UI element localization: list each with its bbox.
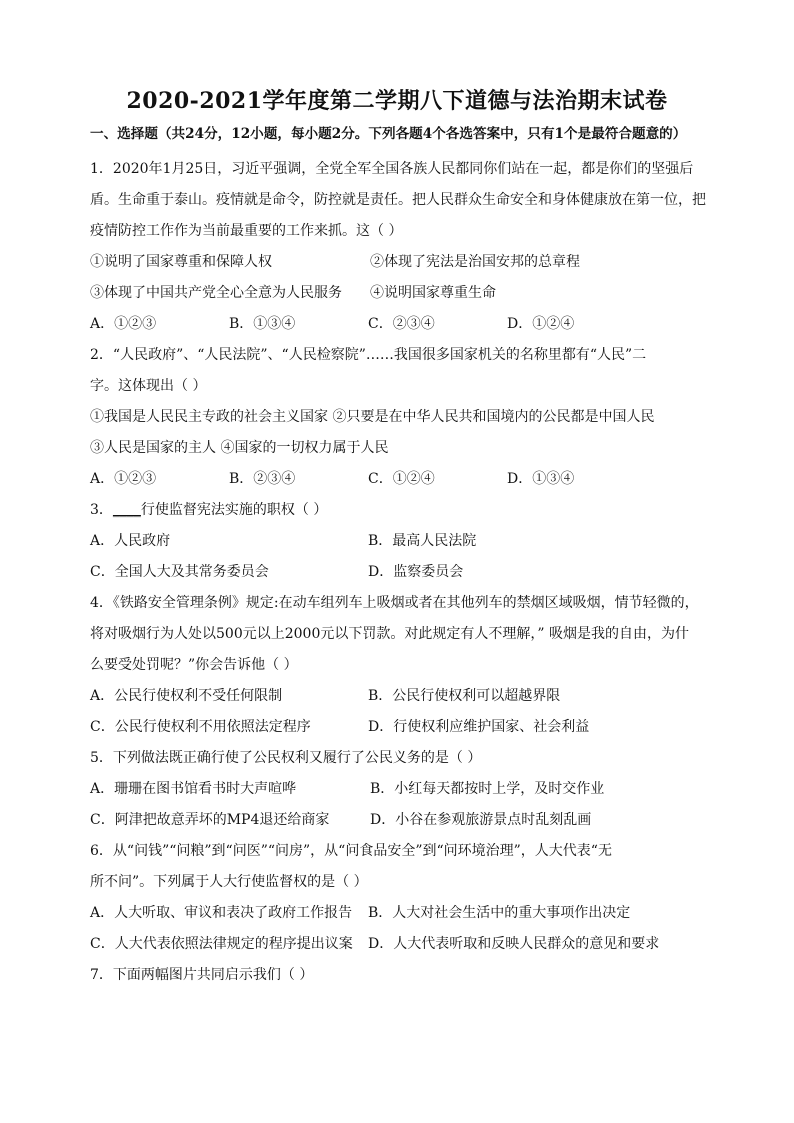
q6-option-d[interactable]: D．人大代表听取和反映人民群众的意见和要求 <box>368 936 660 952</box>
q4-option-row-1 <box>90 685 794 705</box>
q3-option-a[interactable]: A．人民政府 <box>90 533 171 549</box>
q3-option-d[interactable]: D．监察委员会 <box>368 564 464 580</box>
q1-statement-1: ①说明了国家尊重和保障人权 <box>90 254 272 270</box>
q1-statement-2: ②体现了宪法是治国安邦的总章程 <box>370 254 580 270</box>
q2-statement-row-2: ③人民是国家的主人 ④国家的一切权力属于人民 <box>90 440 389 456</box>
q2-stem-line-1: 2．“人民政府”、“人民法院”、“人民检察院”……我国很多国家机关的名称里都有“人民”二 <box>90 347 647 363</box>
q6-option-b[interactable]: B．人大对社会生活中的重大事项作出决定 <box>368 905 631 921</box>
q4-stem-line-1: 4．《铁路安全管理条例》规定:在动车组列车上吸烟或者在其他列车的禁烟区域吸烟，情节轻微的， <box>90 595 699 611</box>
q2-stem-line-2: 字。这体现出（ ） <box>90 378 207 394</box>
q3-stem <box>90 499 794 519</box>
q2-options <box>90 468 790 488</box>
q1-option-a[interactable]: A．①②③ <box>90 316 157 332</box>
q5-option-b[interactable]: B．小红每天都按时上学，及时交作业 <box>370 781 605 797</box>
q2-option-c[interactable]: C．①②④ <box>368 471 435 487</box>
q6-option-c[interactable]: C．人大代表依照法律规定的程序提出议案 <box>90 936 353 952</box>
q4-stem-line-2: 将对吸烟行为人处以500元以上2000元以下罚款。对此规定有人不理解，” 吸烟是我的自由，为什 <box>90 626 689 642</box>
q5-option-row-1 <box>90 778 794 798</box>
q1-options <box>90 313 790 333</box>
q5-option-c[interactable]: C．阿津把故意弄坏的MP4退还给商家 <box>90 812 330 828</box>
q6-option-row-1 <box>90 902 794 922</box>
q3-option-c[interactable]: C．全国人大及其常务委员会 <box>90 564 269 580</box>
q2-statement-row-1: ①我国是人民民主专政的社会主义国家 ②只要是在中华人民共和国境内的公民都是中国人民 <box>90 409 655 425</box>
q1-statement-row-2 <box>90 282 794 302</box>
q1-option-b[interactable]: B．①③④ <box>229 316 296 332</box>
section-heading: 一、选择题（共24分，12小题，每小题2分。下列各题4个各选答案中，只有1个是最符合题意的） <box>90 126 687 142</box>
q4-option-b[interactable]: B．公民行使权利可以超越界限 <box>368 688 561 704</box>
q3-stem-text: 行使监督宪法实施的职权（ ） <box>140 502 328 518</box>
q1-stem-line-2: 盾。生命重于泰山。疫情就是命令，防控就是责任。把人民群众生命安全和身体健康放在第一位，把 <box>90 192 706 208</box>
q3-option-row-1 <box>90 530 794 550</box>
q6-stem-line-2: 所不问”。下列属于人大行使监督权的是（ ） <box>90 874 368 890</box>
q1-stem-line-1: 1．2020年1月25日，习近平强调，全党全军全国各族人民都同你们站在一起，都是你们的坚强后 <box>90 161 694 177</box>
q4-option-c[interactable]: C．公民行使权利不用依照法定程序 <box>90 719 311 735</box>
q1-option-c[interactable]: C．②③④ <box>368 316 435 332</box>
q3-option-b[interactable]: B．最高人民法院 <box>368 533 477 549</box>
q4-option-a[interactable]: A．公民行使权利不受任何限制 <box>90 688 283 704</box>
q1-statement-4: ④说明国家尊重生命 <box>370 285 496 301</box>
q4-stem-line-3: 么要受处罚呢？”你会告诉他（ ） <box>90 657 298 673</box>
q2-option-d[interactable]: D．①③④ <box>507 471 575 487</box>
exam-title: 2020-2021学年度第二学期八下道德与法治期末试卷 <box>126 88 668 114</box>
q6-stem-line-1: 6．从“问钱”“问粮”到“问医”“问房”，从“问食品安全”到“问环境治理”，人大代表“无 <box>90 843 612 859</box>
q5-option-d[interactable]: D．小谷在参观旅游景点时乱刻乱画 <box>370 812 592 828</box>
q4-option-d[interactable]: D．行使权利应维护国家、社会利益 <box>368 719 590 735</box>
q2-option-a[interactable]: A．①②③ <box>90 471 157 487</box>
q1-statement-3: ③体现了中国共产党全心全意为人民服务 <box>90 285 342 301</box>
q6-option-row-2 <box>90 933 794 953</box>
q3-option-row-2 <box>90 561 794 581</box>
q2-option-b[interactable]: B．②③④ <box>229 471 296 487</box>
q3-blank: ____ <box>112 502 141 518</box>
q1-statement-row-1 <box>90 251 794 271</box>
q1-stem-line-3: 疫情防控工作作为当前最重要的工作来抓。这（ ） <box>90 223 403 239</box>
q3-number: 3． <box>90 502 113 518</box>
q4-option-row-2 <box>90 716 794 736</box>
q6-option-a[interactable]: A．人大听取、审议和表决了政府工作报告 <box>90 905 353 921</box>
q7-stem: 7．下面两幅图片共同启示我们（ ） <box>90 967 314 983</box>
q5-option-a[interactable]: A．珊珊在图书馆看书时大声喧哗 <box>90 781 297 797</box>
q5-stem: 5．下列做法既正确行使了公民权利又履行了公民义务的是（ ） <box>90 750 482 766</box>
q1-option-d[interactable]: D．①②④ <box>507 316 575 332</box>
q5-option-row-2 <box>90 809 794 829</box>
